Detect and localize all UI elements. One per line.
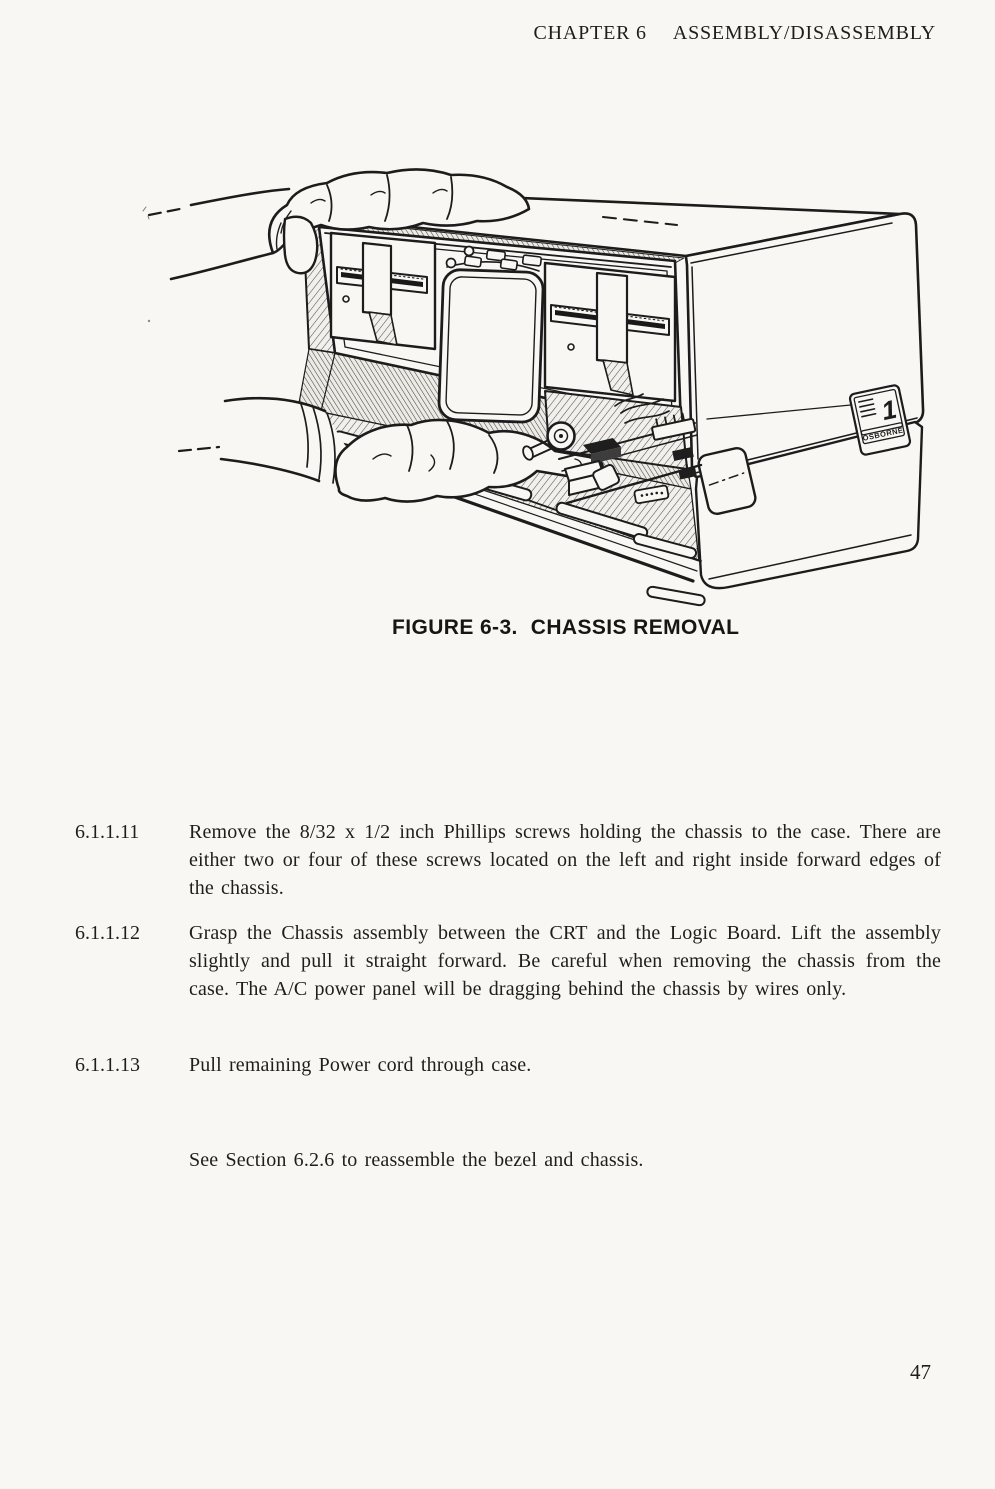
lower-arm-dash bbox=[179, 447, 219, 451]
reassembly-note: See Section 6.2.6 to reassemble the bezel and chassis. bbox=[189, 1149, 644, 1171]
badge-number: 1 bbox=[878, 393, 900, 427]
step-row bbox=[75, 919, 941, 1003]
step-row bbox=[75, 818, 941, 902]
left-drive-door-tab bbox=[363, 243, 391, 315]
step-number: 6.1.1.12 bbox=[75, 922, 140, 944]
figure-caption-label: FIGURE 6-3. bbox=[392, 616, 518, 639]
page-number: 47 bbox=[910, 1360, 931, 1384]
step-number: 6.1.1.13 bbox=[75, 1054, 140, 1076]
right-drive-door-tab bbox=[597, 273, 627, 363]
chapter-label: CHAPTER 6 bbox=[533, 22, 647, 44]
crt-clamp-screw bbox=[447, 259, 456, 268]
figure-6-3 bbox=[135, 158, 945, 620]
figure-caption-title: CHASSIS REMOVAL bbox=[530, 616, 740, 639]
chapter-title: ASSEMBLY/DISASSEMBLY bbox=[672, 22, 936, 44]
badge-brand: OSBORNE bbox=[861, 425, 905, 443]
thumb bbox=[284, 217, 317, 274]
left-floppy-drive bbox=[331, 233, 435, 349]
running-head bbox=[0, 22, 936, 45]
step-text: Grasp the Chassis assembly between the CRT and the Logic Board. Lift the assembly slightly and pull it straight forward. Be careful when removing the chassis from the case. The A/C power panel will be dragging behind the chassis by wires only. bbox=[189, 922, 941, 1000]
step-text: Pull remaining Power cord through case. bbox=[189, 1054, 532, 1076]
upper-arm-dash bbox=[149, 208, 185, 215]
crt bbox=[438, 256, 543, 423]
step-row bbox=[75, 1051, 941, 1079]
scan-specks bbox=[143, 207, 150, 322]
right-floppy-drive bbox=[545, 263, 675, 401]
step-number: 6.1.1.11 bbox=[75, 821, 140, 843]
figure-caption bbox=[392, 616, 739, 640]
chassis-removal-illustration bbox=[135, 158, 945, 620]
step-text: Remove the 8/32 x 1/2 inch Phillips screws holding the chassis to the case. There are either two or four of these screws located on the left and right inside forward edges of the chassis. bbox=[189, 821, 941, 899]
